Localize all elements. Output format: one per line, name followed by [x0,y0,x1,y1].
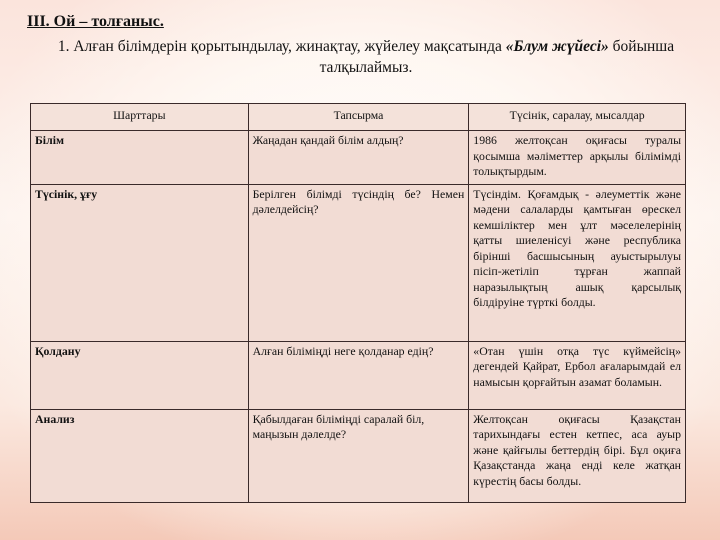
table-header-row [31,104,686,131]
task-cell: Қабылдаған біліміңді саралай біл, маңызын дәлелде? [248,409,469,502]
table-row [31,131,686,185]
header-examples: Түсінік, саралау, мысалдар [469,104,686,131]
bloom-table [30,103,686,503]
section-heading: ІІІ. Ой – толғаныс. [27,13,164,30]
subtitle-suffix: бойынша талқылаймыз. [319,38,675,76]
subtitle-emphasis: «Блум жүйесі» [505,38,609,55]
header-conditions: Шарттары [31,104,249,131]
condition-cell: Білім [31,131,249,185]
condition-cell: Анализ [31,409,249,502]
subtitle [36,36,696,78]
task-cell: Жаңадан қандай білім алдың? [248,131,469,185]
example-cell: «Отан үшін отқа түс күймейсің» дегендей Қайрат, Ербол ағаларымдай ел намысын қорғайтын азамат боламын. [469,341,686,409]
condition-cell: Қолдану [31,341,249,409]
table-row [31,184,686,341]
example-cell: Желтоқсан оқиғасы Қазақстан тарихындағы естен кетпес, аса ауыр және қайғылы беттердің бірі. Бұл оқиға Қазақстанда жаңа енді келе жатқан күрестің басы болды. [469,409,686,502]
task-cell: Алған біліміңді неге қолданар едің? [248,341,469,409]
table-row [31,341,686,409]
table-row [31,409,686,502]
example-cell: Түсіндім. Қоғамдық - әлеуметтік және мәдени салаларды қамтыған өрескел кемшіліктер мен ұлт мәселелерінің қатты шиеленісуі және республика бірінші басшысының ауыстырылуы пісіп-жетіліп тұрған жаппай наразылықтың ашық қарсылық білдіруіне түрткі болды. [469,184,686,341]
header-task: Тапсырма [248,104,469,131]
subtitle-text: 1. Алған білімдерін қорытындылау, жинақтау, жүйелеу мақсатында [57,38,506,55]
example-cell: 1986 желтоқсан оқиғасы туралы қосымша мәліметтер арқылы білімімді толықтырдым. [469,131,686,185]
task-cell: Берілген білімді түсіндің бе? Немен дәлелдейсің? [248,184,469,341]
condition-cell: Түсінік, ұғу [31,184,249,341]
